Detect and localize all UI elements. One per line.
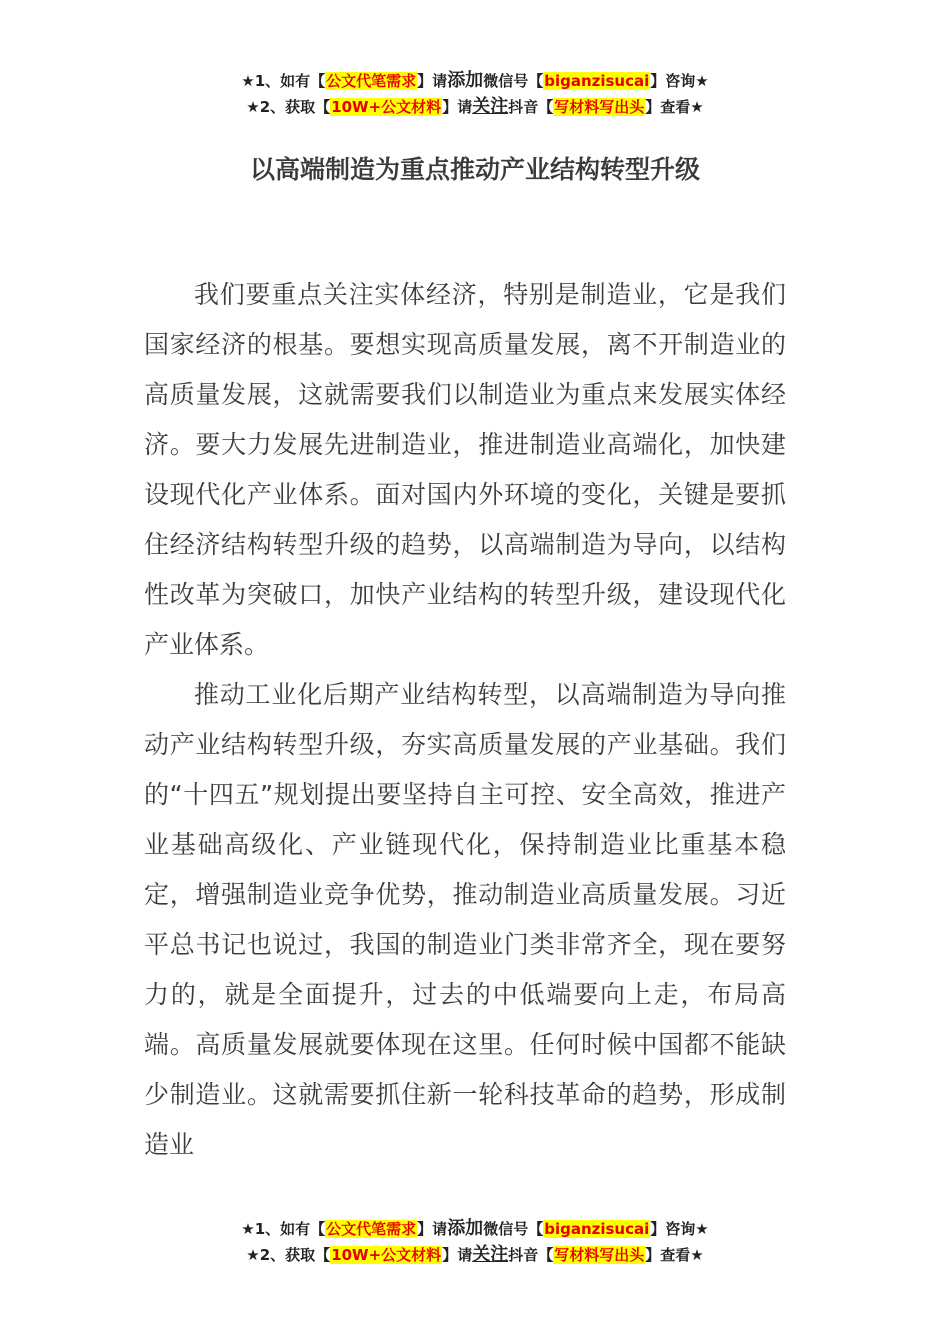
banner-emphasis: 关注: [472, 96, 509, 117]
footer-line-2: [0, 1242, 950, 1268]
banner-highlight-wechat: biganzisucai: [544, 1220, 650, 1238]
banner-text: 】咨询★: [650, 72, 709, 90]
banner-text: 】请: [442, 98, 473, 116]
banner-text: 】请: [417, 72, 448, 90]
banner-text: ★2、获取【: [246, 1246, 331, 1264]
footer-banner: [0, 1216, 950, 1268]
banner-text: 微信号【: [483, 1220, 544, 1238]
document-body: [144, 270, 786, 1170]
banner-text: ★1、如有【: [241, 1220, 326, 1238]
banner-text: 】查看★: [645, 1246, 704, 1264]
banner-highlight-service: 公文代笔需求: [326, 72, 417, 90]
footer-line-1: [0, 1216, 950, 1242]
banner-line-1: [0, 68, 950, 94]
banner-emphasis: 添加: [447, 1218, 484, 1239]
banner-highlight-douyin: 写材料写出头: [554, 98, 645, 116]
banner-text: ★1、如有【: [241, 72, 326, 90]
banner-text: 】咨询★: [650, 1220, 709, 1238]
banner-highlight-douyin: 写材料写出头: [554, 1246, 645, 1264]
banner-text: 抖音【: [508, 1246, 554, 1264]
banner-highlight-materials: 10W+公文材料: [331, 1246, 442, 1264]
banner-text: 】请: [442, 1246, 473, 1264]
banner-text: 】查看★: [645, 98, 704, 116]
paragraph-1: 我们要重点关注实体经济，特别是制造业，它是我们国家经济的根基。要想实现高质量发展，离不开制造业的高质量发展，这就需要我们以制造业为重点来发展实体经济。要大力发展先进制造业，推进制造业高端化，加快建设现代化产业体系。面对国内外环境的变化，关键是要抓住经济结构转型升级的趋势，以高端制造为导向，以结构性改革为突破口，加快产业结构的转型升级，建设现代化产业体系。: [144, 280, 786, 659]
banner-text: 抖音【: [508, 98, 554, 116]
banner-emphasis: 添加: [447, 70, 484, 91]
document-title: 以高端制造为重点推动产业结构转型升级: [249, 155, 700, 184]
banner-line-2: [0, 94, 950, 120]
banner-highlight-service: 公文代笔需求: [326, 1220, 417, 1238]
header-banner: [0, 68, 950, 120]
paragraph-2: 推动工业化后期产业结构转型，以高端制造为导向推动产业结构转型升级，夯实高质量发展的产业基础。我们的“十四五”规划提出要坚持自主可控、安全高效，推进产业基础高级化、产业链现代化，保持制造业比重基本稳定，增强制造业竞争优势，推动制造业高质量发展。习近平总书记也说过，我国的制造业门类非常齐全，现在要努力的，就是全面提升，过去的中低端要向上走，布局高端。高质量发展就要体现在这里。任何时候中国都不能缺少制造业。这就需要抓住新一轮科技革命的趋势，形成制造业: [144, 680, 786, 1159]
banner-text: ★2、获取【: [246, 98, 331, 116]
banner-emphasis: 关注: [472, 1244, 509, 1265]
banner-highlight-wechat: biganzisucai: [544, 72, 650, 90]
banner-text: 微信号【: [483, 72, 544, 90]
banner-text: 】请: [417, 1220, 448, 1238]
banner-highlight-materials: 10W+公文材料: [331, 98, 442, 116]
